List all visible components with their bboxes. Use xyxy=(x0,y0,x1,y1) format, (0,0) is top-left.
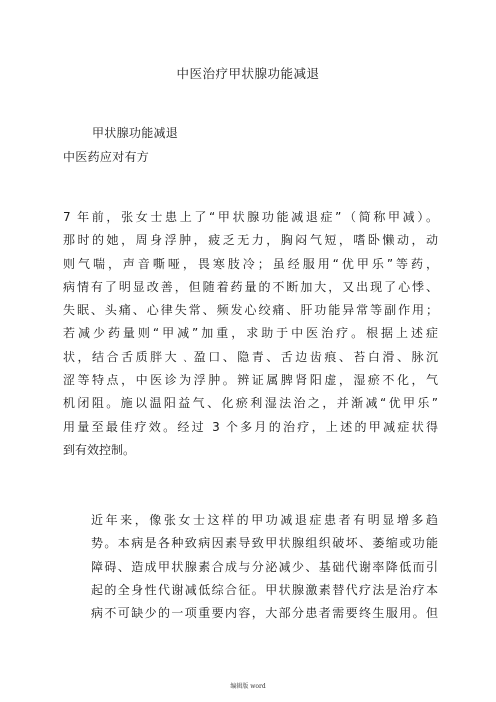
text-line: 势。本病是各种致病因素导致甲状腺组织破坏、萎缩或功能 xyxy=(91,536,438,551)
text-line: 机闭阻。施以温阳益气、化瘀利湿法治之，并渐减“优甲乐” xyxy=(63,396,438,411)
text-line: 起的全身性代谢减低综合征。甲状腺激素替代疗法是治疗本 xyxy=(91,582,438,597)
text-line: 近年来，像张女士这样的甲功减退症患者有明显增多趋 xyxy=(91,513,438,527)
text-line: 用量至最佳疗效。经过 3 个多月的治疗，上述的甲减症状得 xyxy=(63,419,438,434)
page-title: 中医治疗甲状腺功能减退 xyxy=(176,66,320,81)
text-line: 失眠、头痛、心律失常、频发心绞痛、肝功能异常等副作用； xyxy=(63,303,438,318)
text-line: 障碍、造成甲状腺素合成与分泌减少、基础代谢率降低而引 xyxy=(91,559,438,574)
subheading-hypothyroidism: 甲状腺功能减退 xyxy=(92,126,179,140)
page-footer: 编辑版 word xyxy=(230,683,266,690)
text-line: 那时的她，周身浮肿，疲乏无力，胸闷气短，嗜卧懒动，动 xyxy=(63,233,438,248)
paragraph-case-study xyxy=(63,206,438,462)
text-line: 病情有了明显改善，但随着药量的不断加大，又出现了心悸、 xyxy=(63,279,438,294)
text-line: 病不可缺少的一项重要内容，大部分患者需要终生服用。但 xyxy=(91,606,438,621)
subheading-tcm-response: 中医药应对有方 xyxy=(63,150,150,164)
paragraph-background xyxy=(63,509,438,625)
text-line: 涩等特点，中医诊为浮肿。辨证属脾肾阳虚，湿瘀不化，气 xyxy=(63,373,438,388)
text-line: 到有效控制。 xyxy=(63,442,136,457)
text-line: 则气喘，声音嘶哑，畏寒肢冷；虽经服用“优甲乐”等药， xyxy=(63,256,438,271)
text-line: 7 年前，张女士患上了“甲状腺功能减退症”（简称甲减）。 xyxy=(63,210,438,224)
text-line: 若减少药量则“甲减”加重，求助于中医治疗。根据上述症 xyxy=(63,326,438,341)
text-line: 状，结合舌质胖大﹑盈口、隐青、舌边齿痕、苔白滑、脉沉 xyxy=(63,349,438,364)
